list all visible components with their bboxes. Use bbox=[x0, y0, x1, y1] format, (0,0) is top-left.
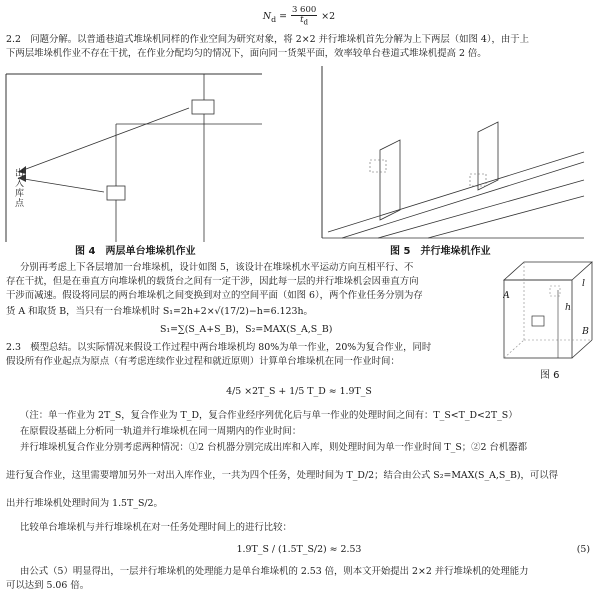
fig6-label-a: A bbox=[503, 290, 510, 301]
fig6-label-b: B bbox=[582, 326, 589, 337]
section-2-3-line7: 比较单台堆垛机与并行堆垛机在对一任务处理时间上的进行比较： bbox=[20, 522, 292, 533]
fig4-side-label: 出入库点 bbox=[13, 168, 23, 208]
equation-5: 1.9T_S / (1.5T_S/2) ≈ 2.53 bbox=[236, 544, 362, 555]
section-2-2-line1: 2.2 问题分解。以普通巷道式堆垛机同样的作业空间为研究对象，将 2×2 并行堆垛机首先分解为上下两层（如图 4），由于上 bbox=[6, 34, 530, 45]
para1-line1: 分别再考虑上下各层增加一台堆垛机，设计如图 5，该设计在堆垛机水平运动方向互相平行、不 bbox=[20, 262, 414, 273]
figure-6 bbox=[496, 258, 596, 366]
eq-lhs: $N_d$ bbox=[262, 10, 277, 24]
para1-line2: 存在干扰，但是在垂直方向堆垛机的载货台之间有一定干涉，因此每一层的并行堆垛机会因垂直方向 bbox=[6, 276, 419, 287]
figure-5 bbox=[318, 62, 588, 242]
section-2-2-line2: 下两层堆垛机作业不存在干扰，在作业分配均匀的情况下，面向同一货架平面，效率较单台巷道式堆垛机提高 2 倍。 bbox=[6, 48, 487, 59]
para1-line3: 干涉而减速。假设将同层的两台堆垛机之间变换到对立的空间平面（如图 6），两个作业任务分别为存 bbox=[6, 290, 423, 301]
para1-line4: 货 A 和取货 B，当只有一台堆垛机时 S₁=2h+2×√(17/2)−h=6.123h。 bbox=[6, 306, 313, 317]
section-2-3-line6: 出并行堆垛机处理时间为 1.5T_S/2。 bbox=[6, 498, 163, 509]
section-2-3-line3: 在原假设基础上分析同一轨道并行堆垛机在同一周期内的作业时间： bbox=[20, 426, 302, 437]
equation-nd: $N_d$ = $\frac{3 600}{t_d}$ ×2 bbox=[262, 6, 336, 27]
section-2-3-line2: 假设所有作业起点为原点（有考虑连续作业过程和就近原则）计算单台堆垛机在同一作业时间： bbox=[6, 356, 400, 367]
fig5-caption: 图 5 并行堆垛机作业 bbox=[390, 246, 491, 257]
fig6-label-h: h bbox=[565, 302, 572, 313]
section-2-3-line1: 2.3 模型总结。以实际情况来假设工作过程中两台堆垛机均 80%为单一作业，20%为复合作业，同时 bbox=[6, 342, 432, 353]
fig6-caption: 图 6 bbox=[540, 370, 560, 381]
section-2-3-line8: 由公式（5）明显得出，一层并行堆垛机的处理能力是单台堆垛机的 2.53 倍，则本文开始提出 2×2 并行堆垛机的处理能力 bbox=[20, 566, 529, 577]
equation-single: 4/5 ×2T_S + 1/5 T_D ≈ 1.9T_S bbox=[226, 386, 372, 397]
fig6-label-l: l bbox=[582, 278, 585, 289]
equation-5-number: (5) bbox=[576, 544, 590, 555]
section-2-3-line9: 可以达到 5.06 倍。 bbox=[6, 580, 90, 591]
para1-line5: S₁=∑(S_A+S_B)，S₂=MAX(S_A,S_B) bbox=[160, 324, 333, 335]
figure-4 bbox=[4, 62, 264, 247]
fig4-caption: 图 4 两层单台堆垛机作业 bbox=[75, 246, 196, 257]
section-2-3-line5: 进行复合作业，这里需要增加另外一对出入库作业，一共为四个任务，处理时间为 T_D/2；结合由公式 S₂=MAX(S_A,S_B)，可以得 bbox=[6, 470, 559, 481]
note-line: （注：单一作业为 2T_S，复合作业为 T_D，复合作业经序列优化后与单一作业的处理时间之间有：T_S<T_D<2T_S） bbox=[20, 410, 518, 421]
section-2-3-line4: 并行堆垛机复合作业分别考虑两种情况：①2 台机器分别完成出库和入库，则处理时间为单一作业时间 T_S；②2 台机器都 bbox=[20, 442, 527, 453]
eq-fraction: $\frac{3 600}{t_d}$ bbox=[291, 6, 317, 27]
